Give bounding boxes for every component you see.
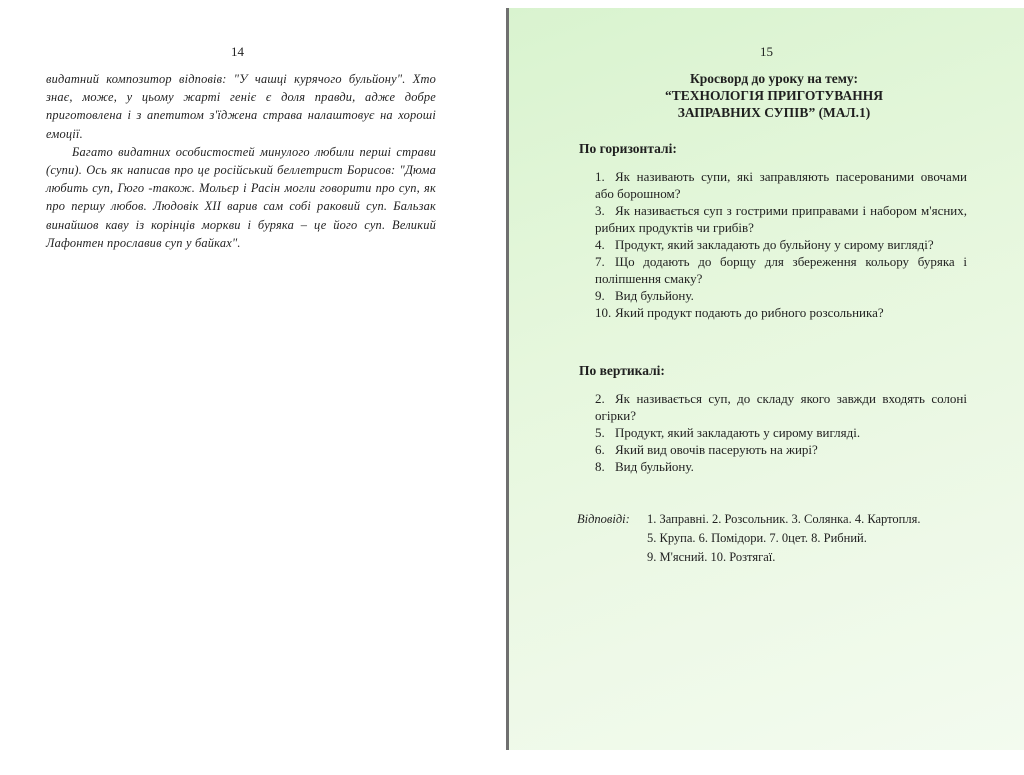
bottom-margin [0, 750, 1024, 775]
clue-item: 6. Який вид овочів пасерують на жирі? [595, 442, 818, 457]
clue-item: 2. Як називається суп, до складу якого завжди входять солоні огірки? [595, 391, 967, 423]
clue-item: 7. Що додають до борщу для збереження кольору буряка і поліпшення смаку? [595, 254, 967, 286]
right-page [509, 8, 1024, 750]
page-number-right: 15 [760, 44, 773, 59]
answers-lines [647, 510, 977, 567]
page-number-left: 14 [231, 44, 244, 59]
paragraph-2: Багато видатних особистостей минулого любили перші страви (супи). Ось як написав про це російський беллетрист Борисов: "Дюма любить суп, Гюго -також. Мольєр і Расін могли говорити про суп, як про першу любов. Людовік XII варив сам собі раковий суп. Бальзак винайшов каву із корінців моркви і буряка – це його суп. Великий Лафонтен прославив суп у байках". [46, 144, 436, 250]
answers-label: Відповіді: [577, 512, 630, 526]
vertical-clues [595, 390, 967, 475]
clue-item: 4. Продукт, який закладають до бульйону у сирому вигляді? [595, 237, 934, 252]
paragraph-1: видатний композитор відповів: "У чашці курячого бульйону". Хто знає, може, у цьому жарті геніє є доля правди, адже добре приготовлена і з апетитом з'їджена страва налаштовує на хороші емоції. [46, 72, 436, 141]
title-line-2: “ТЕХНОЛОГІЯ ПРИГОТУВАННЯ [665, 88, 883, 103]
title-line-3: ЗАПРАВНИХ СУПІВ” (МАЛ.1) [677, 105, 871, 120]
clue-item: 8. Вид бульйону. [595, 459, 694, 474]
left-page [0, 0, 506, 750]
horizontal-heading: По горизонталі: [579, 141, 677, 156]
clue-item: 10. Який продукт подають до рибного розсольника? [595, 305, 884, 320]
answers-line-2: 5. Крупа. 6. Помідори. 7. 0цет. 8. Рибний. [647, 531, 867, 545]
crossword-title [619, 70, 929, 121]
answers-line-3: 9. М'ясний. 10. Розтягаї. [647, 550, 776, 564]
vertical-heading: По вертикалі: [579, 363, 665, 378]
title-line-1: Кросворд до уроку на тему: [690, 71, 858, 86]
clue-item: 3. Як називається суп з гострими приправами і набором м'ясних, рибних продуктів чи грибів? [595, 203, 967, 235]
answers-line-1: 1. Заправні. 2. Розсольник. 3. Солянка. 4. Картопля. [647, 512, 921, 526]
left-page-text [46, 70, 436, 252]
clue-item: 9. Вид бульйону. [595, 288, 694, 303]
clue-item: 5. Продукт, який закладають у сирому вигляді. [595, 425, 861, 440]
clue-item: 1. Як називають супи, які заправляють пасерованими овочами або борошном? [595, 169, 967, 201]
horizontal-clues [595, 168, 967, 321]
